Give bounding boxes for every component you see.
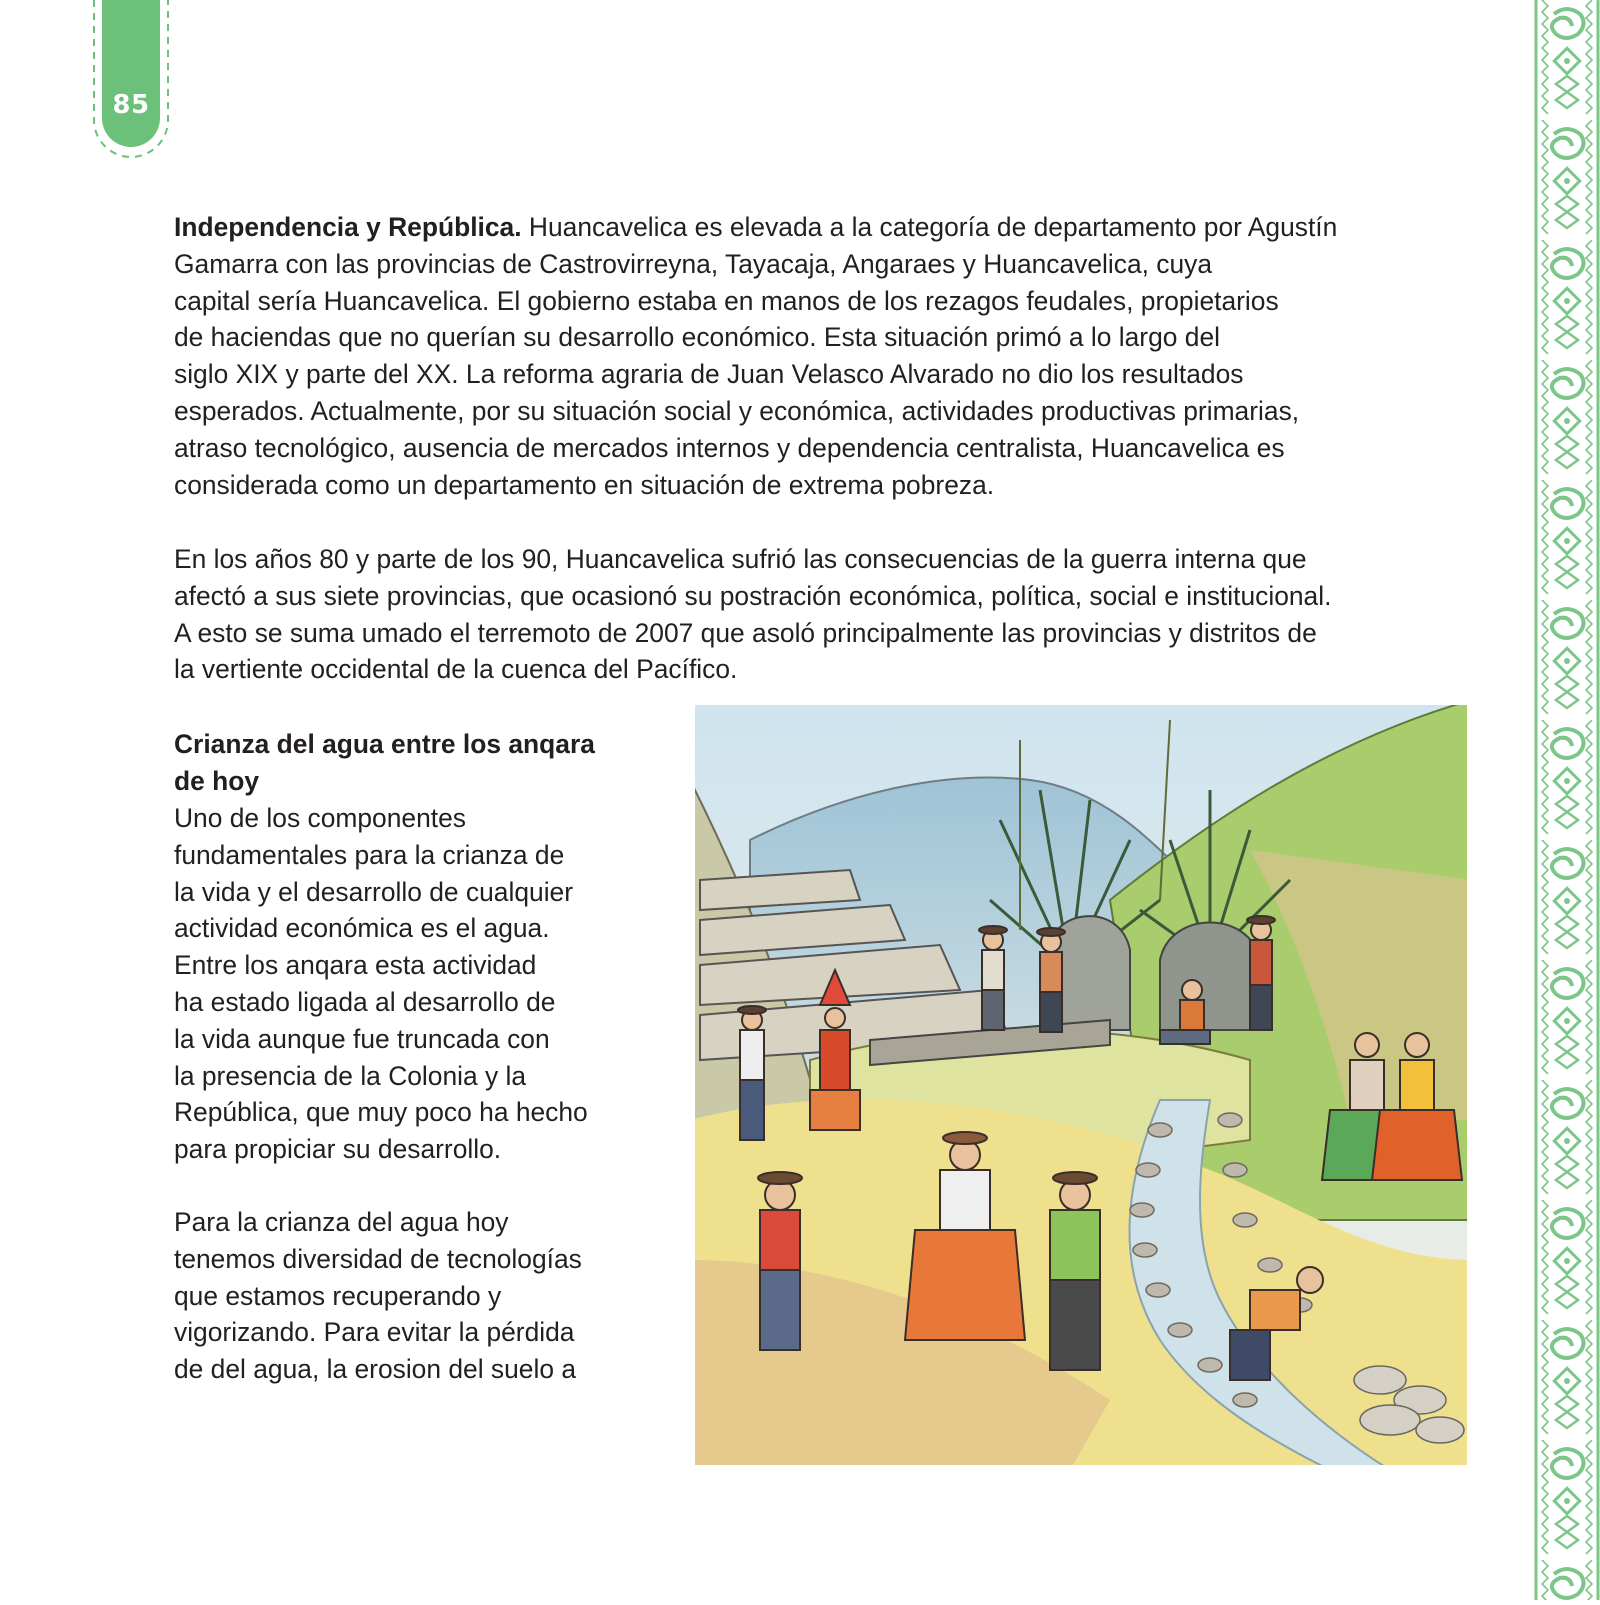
para2-line: En los años 80 y parte de los 90, Huancavelica sufrió las consecuencias de la guerra interna que xyxy=(174,544,1307,574)
para1-line: esperados. Actualmente, por su situación social y económica, actividades productivas primarias, xyxy=(174,395,1300,426)
para1-line: capital sería Huancavelica. El gobierno estaba en manos de los rezagos feudales, propietarios xyxy=(174,285,1279,316)
para3-line: actividad económica es el agua. xyxy=(174,913,550,944)
page-tab-shape xyxy=(90,0,172,162)
para2-line: A esto se suma umado el terremoto de 2007 que asoló principalmente las provincias y distritos de xyxy=(174,617,1317,648)
page-number-tab xyxy=(90,0,172,162)
para3-line: para propiciar su desarrollo. xyxy=(174,1134,502,1165)
heading-crianza-del-agua xyxy=(174,726,654,800)
heading-line: de hoy xyxy=(174,765,260,796)
para3-line: la vida aunque fue truncada con xyxy=(174,1023,550,1054)
para2-line: afectó a sus siete provincias, que ocasionó su postración económica, política, social e institucional. xyxy=(174,580,1332,611)
para3-line: Entre los anqara esta actividad xyxy=(174,950,537,981)
para1-line: considerada como un departamento en situación de extrema pobreza. xyxy=(174,469,995,500)
para4-line: vigorizando. Para evitar la pérdida xyxy=(174,1317,575,1348)
para4-line: tenemos diversidad de tecnologías xyxy=(174,1243,582,1274)
heading-independencia: Independencia y República. xyxy=(174,212,522,242)
para4-line: que estamos recuperando y xyxy=(174,1280,502,1311)
paragraph-guerra-interna xyxy=(174,541,1494,688)
para3-line: República, que muy poco ha hecho xyxy=(174,1097,588,1128)
heading-line: Crianza del agua entre los anqara xyxy=(174,729,595,759)
para4-line: Para la crianza del agua hoy xyxy=(174,1207,509,1237)
paragraph-crianza-agua xyxy=(174,800,654,1168)
para1-line: siglo XIX y parte del XX. La reforma agraria de Juan Velasco Alvarado no dio los resultados xyxy=(174,359,1244,390)
page-number: 85 xyxy=(112,90,150,120)
para1-line-1-text: Huancavelica es elevada a la categoría de departamento por Agustín xyxy=(521,212,1338,242)
paragraph-tecnologias xyxy=(174,1204,654,1388)
para1-line: atraso tecnológico, ausencia de mercados internos y dependencia centralista, Huancavelica es xyxy=(174,432,1285,463)
para4-line: de del agua, la erosion del suelo a xyxy=(174,1354,577,1385)
para3-line: la presencia de la Colonia y la xyxy=(174,1060,527,1091)
para1-line: Gamarra con las provincias de Castrovirreyna, Tayacaja, Angaraes y Huancavelica, cuya xyxy=(174,248,1213,279)
andean-pattern-icon xyxy=(1534,0,1600,1600)
para2-line: la vertiente occidental de la cuenca del Pacífico. xyxy=(174,654,738,685)
para1-line: de haciendas que no querían su desarrollo económico. Esta situación primó a lo largo del xyxy=(174,322,1220,353)
decorative-side-border xyxy=(1534,0,1600,1600)
para1-line-1 xyxy=(174,209,1474,246)
para3-line: ha estado ligada al desarrollo de xyxy=(174,986,556,1017)
andean-community-illustration xyxy=(690,700,1472,1470)
para3-line: la vida y el desarrollo de cualquier xyxy=(174,876,574,907)
watercolor-scene-icon xyxy=(690,700,1472,1470)
para3-line: fundamentales para la crianza de xyxy=(174,839,565,870)
paragraph-independencia xyxy=(174,209,1474,503)
para3-line: Uno de los componentes xyxy=(174,803,466,833)
